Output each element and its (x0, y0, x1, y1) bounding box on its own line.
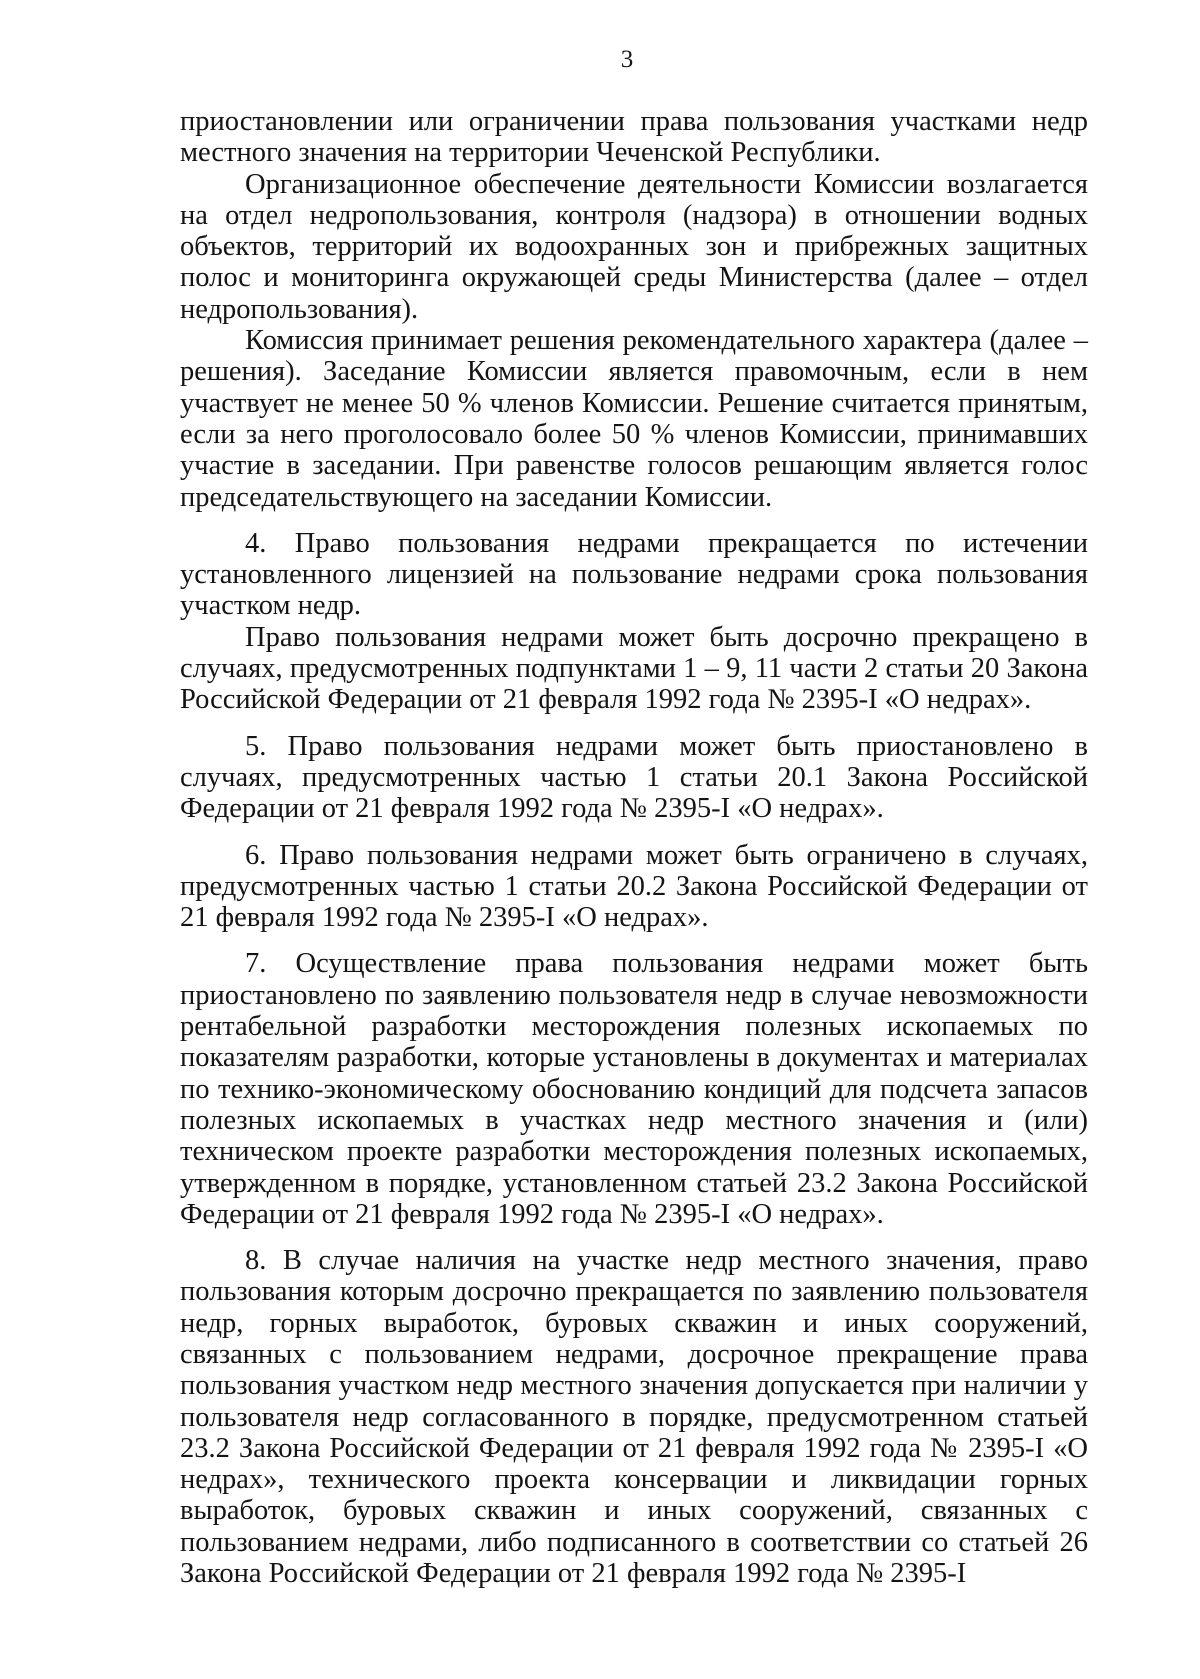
paragraph-clause-8: 8. В случае наличия на участке недр местного значения, право пользования которым досрочно прекращается по заявлению пользователя недр, горных выработок, буровых скважин и иных сооружений, связанных с пользованием недрами, досрочное прекращение права пользования участком недр местного значения допускается при наличии у пользователя недр согласованного в порядке, предусмотренном статьей 23.2 Закона Российской Федерации от 21 февраля 1992 года № 2395-I «О недрах», технического проекта консервации и ликвидации горных выработок, буровых скважин и иных сооружений, связанных с пользованием недрами, либо подписанного в соответствии со статьей 26 Закона Российской Федерации от 21 февраля 1992 года № 2395-I (180, 1245, 1088, 1590)
document-body (180, 106, 1088, 1589)
paragraph-early-termination: Право пользования недрами может быть досрочно прекращено в случаях, предусмотренных подпунктами 1 – 9, 11 части 2 статьи 20 Закона Российской Федерации от 21 февраля 1992 года № 2395-I «О недрах». (180, 621, 1088, 716)
paragraph-clause-5: 5. Право пользования недрами может быть приостановлено в случаях, предусмотренных частью 1 статьи 20.1 Закона Российской Федерации от 21 февраля 1992 года № 2395-I «О недрах». (180, 730, 1088, 825)
paragraph-clause-6: 6. Право пользования недрами может быть ограничено в случаях, предусмотренных частью 1 статьи 20.2 Закона Российской Федерации от 21 февраля 1992 года № 2395-I «О недрах». (180, 839, 1088, 934)
paragraph-clause-7: 7. Осуществление права пользования недрами может быть приостановлено по заявлению пользователя недр в случае невозможности рентабельной разработки месторождения полезных ископаемых по показателям разработки, которые установлены в документах и материалах по технико-экономическому обоснованию кондиций для подсчета запасов полезных ископаемых в участках недр местного значения и (или) техническом проекте разработки месторождения полезных ископаемых, утвержденном в порядке, установленном статьей 23.2 Закона Российской Федерации от 21 февраля 1992 года № 2395-I «О недрах». (180, 948, 1088, 1230)
paragraph-commission-decisions: Комиссия принимает решения рекомендательного характера (далее – решения). Заседание Комиссии является правомочным, если в нем участвует не менее 50 % членов Комиссии. Решение считается принятым, если за него проголосовало более 50 % членов Комиссии, принимавших участие в заседании. При равенстве голосов решающим является голос председательствующего на заседании Комиссии. (180, 325, 1088, 513)
paragraph-clause-4: 4. Право пользования недрами прекращается по истечении установленного лицензией на пользование недрами срока пользования участком недр. (180, 527, 1088, 622)
paragraph-continuation: приостановлении или ограничении права пользования участками недр местного значения на территории Чеченской Республики. (180, 106, 1088, 169)
page-number: 3 (620, 46, 634, 73)
paragraph-organizational-support: Организационное обеспечение деятельности Комиссии возлагается на отдел недропользования, контроля (надзора) в отношении водных объектов, территорий их водоохранных зон и прибрежных защитных полос и мониторинга окружающей среды Министерства (далее – отдел недропользования). (180, 168, 1088, 325)
